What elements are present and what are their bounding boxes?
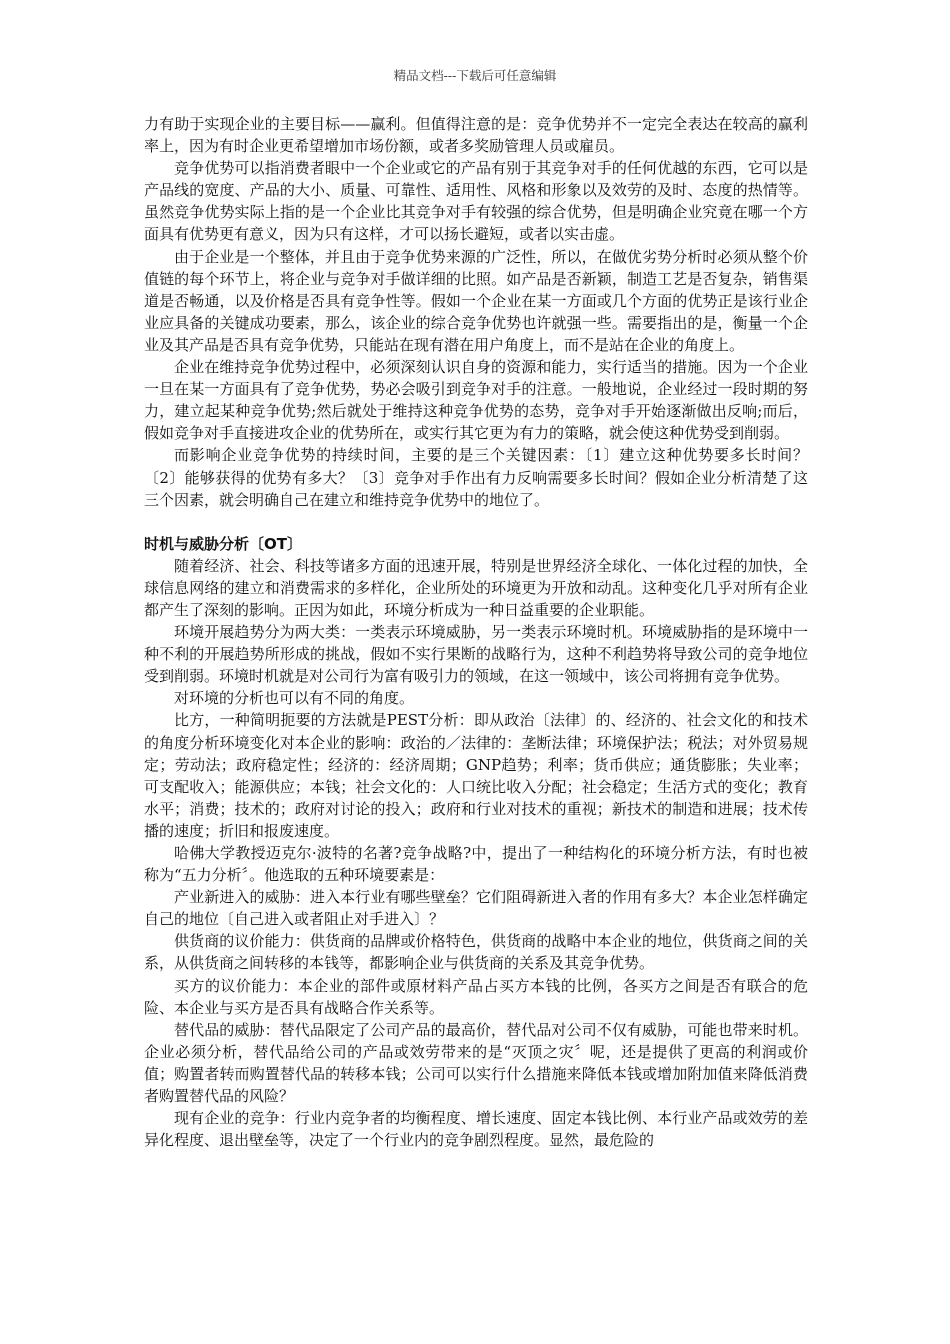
- page-header: 精品文档---下载后可任意编辑: [393, 68, 557, 83]
- paragraph: 由于企业是一个整体，并且由于竞争优势来源的广泛性，所以，在做优劣势分析时必须从整个价值链的每个环节上，将企业与竞争对手做详细的比照。如产品是否新颖，制造工艺是否复杂，销售渠道是否畅通，以及价格是否具有竞争性等。假如一个企业在某一方面或几个方面的优势正是该行业企业应具备的关键成功要素，那么，该企业的综合竞争优势也许就强一些。需要指出的是，衡量一个企业及其产品是否具有竞争优势，只能站在现有潜在用户角度上，而不是站在企业的角度上。: [144, 247, 808, 354]
- section-heading: 时机与威胁分析〔OT〕: [144, 534, 302, 553]
- paragraph: 随着经济、社会、科技等诸多方面的迅速开展，特别是世界经济全球化、一体化过程的加快，全球信息网络的建立和消费需求的多样化，企业所处的环境更为开放和动乱。这种变化几乎对所有企业都产生了深刻的影响。正因为如此，环境分析成为一种日益重要的企业职能。: [144, 556, 808, 619]
- paragraph: 环境开展趋势分为两大类：一类表示环境威胁，另一类表示环境时机。环境威胁指的是环境中一种不利的开展趋势所形成的挑战，假如不实行果断的战略行为，这种不利趋势将导致公司的竞争地位受到削弱。环境时机就是对公司行为富有吸引力的领域，在这一领域中，该公司将拥有竞争优势。: [144, 623, 808, 686]
- paragraph: 比方，一种简明扼要的方法就是PEST分析：即从政治〔法律〕的、经济的、社会文化的和技术的角度分析环境变化对本企业的影响：政治的／法律的：垄断法律；环境保护法；税法；对外贸易规定；劳动法；政府稳定性；经济的：经济周期；GNP趋势；利率；货币供应；通货膨胀；失业率；可支配收入；能源供应；本钱；社会文化的：人口统比收入分配；社会稳定；生活方式的变化；教育水平；消费；技术的；政府对讨论的投入；政府和行业对技术的重视；新技术的制造和进展；技术传播的速度；折旧和报废速度。: [144, 711, 808, 840]
- paragraph: 企业在维持竞争优势过程中，必须深刻认识自身的资源和能力，实行适当的措施。因为一个企业一旦在某一方面具有了竞争优势，势必会吸引到竞争对手的注意。一般地说，企业经过一段时期的努力，建立起某种竞争优势;然后就处于维持这种竞争优势的态势，竞争对手开始逐渐做出反响;而后，假如竞争对手直接进攻企业的优势所在，或实行其它更为有力的策略，就会使这种优势受到削弱。: [144, 358, 808, 443]
- paragraph: 对环境的分析也可以有不同的角度。: [174, 689, 415, 708]
- paragraph: 竞争优势可以指消费者眼中一个企业或它的产品有别于其竞争对手的任何优越的东西，它可以是产品线的宽度、产品的大小、质量、可靠性、适用性、风格和形象以及效劳的及时、态度的热情等。虽然竞争优势实际上指的是一个企业比其竞争对手有较强的综合优势，但是明确企业究竟在哪一个方面具有优势更有意义，因为只有这样，才可以扬长避短，或者以实击虚。: [144, 159, 808, 244]
- paragraph: 产业新进入的威胁：进入本行业有哪些壁垒？它们阻碍新进入者的作用有多大？本企业怎样确定自己的地位〔自己进入或者阻止对手进入〕？: [144, 888, 808, 929]
- paragraph: 买方的议价能力：本企业的部件或原材料产品占买方本钱的比例，各买方之间是否有联合的危险、本企业与买方是否具有战略合作关系等。: [144, 976, 808, 1017]
- paragraph: 力有助于实现企业的主要目标——赢利。但值得注意的是：竞争优势并不一定完全表达在较高的赢利率上，因为有时企业更希望增加市场份额，或者多奖励管理人员或雇员。: [144, 115, 808, 156]
- paragraph: 现有企业的竞争：行业内竞争者的均衡程度、增长速度、固定本钱比例、本行业产品或效劳的差异化程度、退出壁垒等，决定了一个行业内的竞争剧烈程度。显然，最危险的: [144, 1109, 808, 1150]
- paragraph: 哈佛大学教授迈克尔·波特的名著?竞争战略?中，提出了一种结构化的环境分析方法，有时也被称为“五力分析〞。他选取的五种环境要素是：: [144, 844, 808, 885]
- paragraph: 替代品的威胁：替代品限定了公司产品的最高价，替代品对公司不仅有威胁，可能也带来时机。企业必须分析，替代品给公司的产品或效劳带来的是“灭顶之灾〞呢，还是提供了更高的利润或价值；购置者转而购置替代品的转移本钱；公司可以实行什么措施来降低本钱或增加附加值来降低消费者购置替代品的风险？: [144, 1020, 808, 1106]
- document-body: [144, 113, 808, 1151]
- paragraph: 供货商的议价能力：供货商的品牌或价格特色，供货商的战略中本企业的地位，供货商之间的关系，从供货商之间转移的本钱等，都影响企业与供货商的关系及其竞争优势。: [144, 932, 808, 973]
- paragraph: 而影响企业竞争优势的持续时间，主要的是三个关键因素：〔1〕建立这种优势要多长时间？〔2〕能够获得的优势有多大？〔3〕竞争对手作出有力反响需要多长时间？假如企业分析清楚了这三个因素，就会明确自己在建立和维持竞争优势中的地位了。: [144, 446, 808, 509]
